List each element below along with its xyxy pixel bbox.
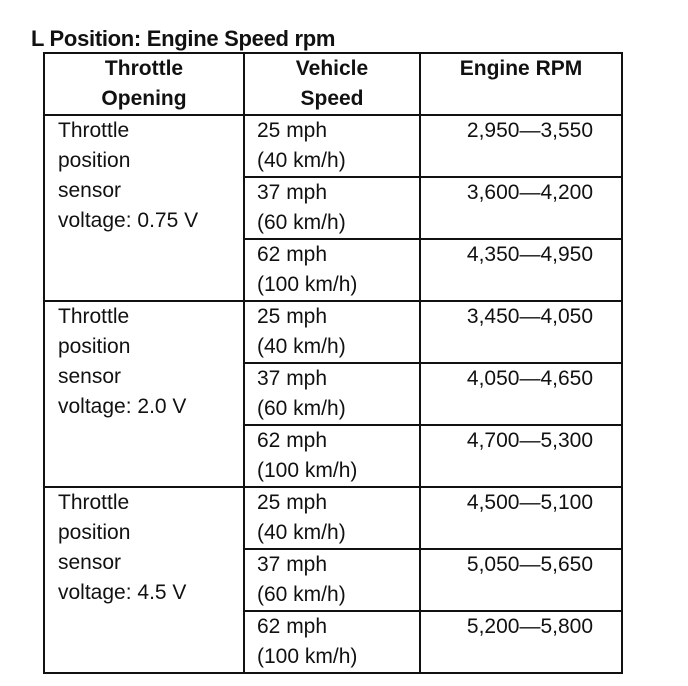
condition-line: sensor (58, 365, 122, 388)
speed-kmh: (60 km/h) (257, 583, 346, 606)
vehicle-speed-cell (244, 611, 420, 673)
vehicle-speed-cell (244, 425, 420, 487)
vehicle-speed-cell (244, 363, 420, 425)
speed-mph: 37 mph (257, 553, 328, 576)
speed-mph: 37 mph (257, 367, 328, 390)
table-row (44, 487, 622, 549)
engine-rpm-cell: 2,950—3,550 (420, 115, 622, 177)
vehicle-speed-cell (244, 239, 420, 301)
speed-mph: 62 mph (257, 429, 328, 452)
speed-kmh: (60 km/h) (257, 211, 346, 234)
speed-kmh: (100 km/h) (257, 273, 358, 296)
speed-mph: 37 mph (257, 181, 328, 204)
speed-kmh: (40 km/h) (257, 521, 346, 544)
speed-kmh: (40 km/h) (257, 335, 346, 358)
header-row (44, 53, 622, 115)
engine-speed-table (43, 52, 623, 674)
speed-mph: 25 mph (257, 119, 328, 142)
condition-line: position (58, 521, 131, 544)
header-engine-rpm: Engine RPM (420, 53, 622, 115)
vehicle-speed-cell (244, 549, 420, 611)
speed-kmh: (100 km/h) (257, 459, 358, 482)
vehicle-speed-cell (244, 487, 420, 549)
engine-rpm-cell: 4,050—4,650 (420, 363, 622, 425)
condition-line: position (58, 149, 131, 172)
engine-rpm-cell: 3,600—4,200 (420, 177, 622, 239)
throttle-condition-cell (44, 301, 244, 487)
header-throttle-line1: Throttle (104, 57, 184, 80)
engine-rpm-cell: 4,700—5,300 (420, 425, 622, 487)
condition-line: voltage: 4.5 V (58, 581, 187, 604)
speed-mph: 25 mph (257, 491, 328, 514)
header-speed-line1: Vehicle (295, 57, 369, 80)
speed-kmh: (100 km/h) (257, 645, 358, 668)
engine-rpm-cell: 4,350—4,950 (420, 239, 622, 301)
speed-mph: 62 mph (257, 615, 328, 638)
condition-line: sensor (58, 179, 122, 202)
header-throttle-line2: Opening (101, 87, 187, 110)
speed-mph: 62 mph (257, 243, 328, 266)
header-speed-line2: Speed (300, 87, 364, 110)
condition-line: Throttle (58, 491, 130, 514)
condition-line: position (58, 335, 131, 358)
table-row (44, 115, 622, 177)
condition-line: voltage: 2.0 V (58, 395, 187, 418)
engine-rpm-cell: 5,200—5,800 (420, 611, 622, 673)
condition-line: voltage: 0.75 V (58, 209, 199, 232)
throttle-condition-cell (44, 487, 244, 673)
speed-kmh: (40 km/h) (257, 149, 346, 172)
condition-line: Throttle (58, 305, 130, 328)
vehicle-speed-cell (244, 115, 420, 177)
header-vehicle-speed (244, 53, 420, 115)
speed-kmh: (60 km/h) (257, 397, 346, 420)
throttle-condition-cell (44, 115, 244, 301)
table-row (44, 301, 622, 363)
engine-rpm-cell: 4,500—5,100 (420, 487, 622, 549)
engine-rpm-cell: 5,050—5,650 (420, 549, 622, 611)
vehicle-speed-cell (244, 301, 420, 363)
engine-rpm-cell: 3,450—4,050 (420, 301, 622, 363)
speed-mph: 25 mph (257, 305, 328, 328)
condition-line: Throttle (58, 119, 130, 142)
vehicle-speed-cell (244, 177, 420, 239)
table-title: L Position: Engine Speed rpm (31, 26, 336, 51)
condition-line: sensor (58, 551, 122, 574)
header-throttle-opening (44, 53, 244, 115)
